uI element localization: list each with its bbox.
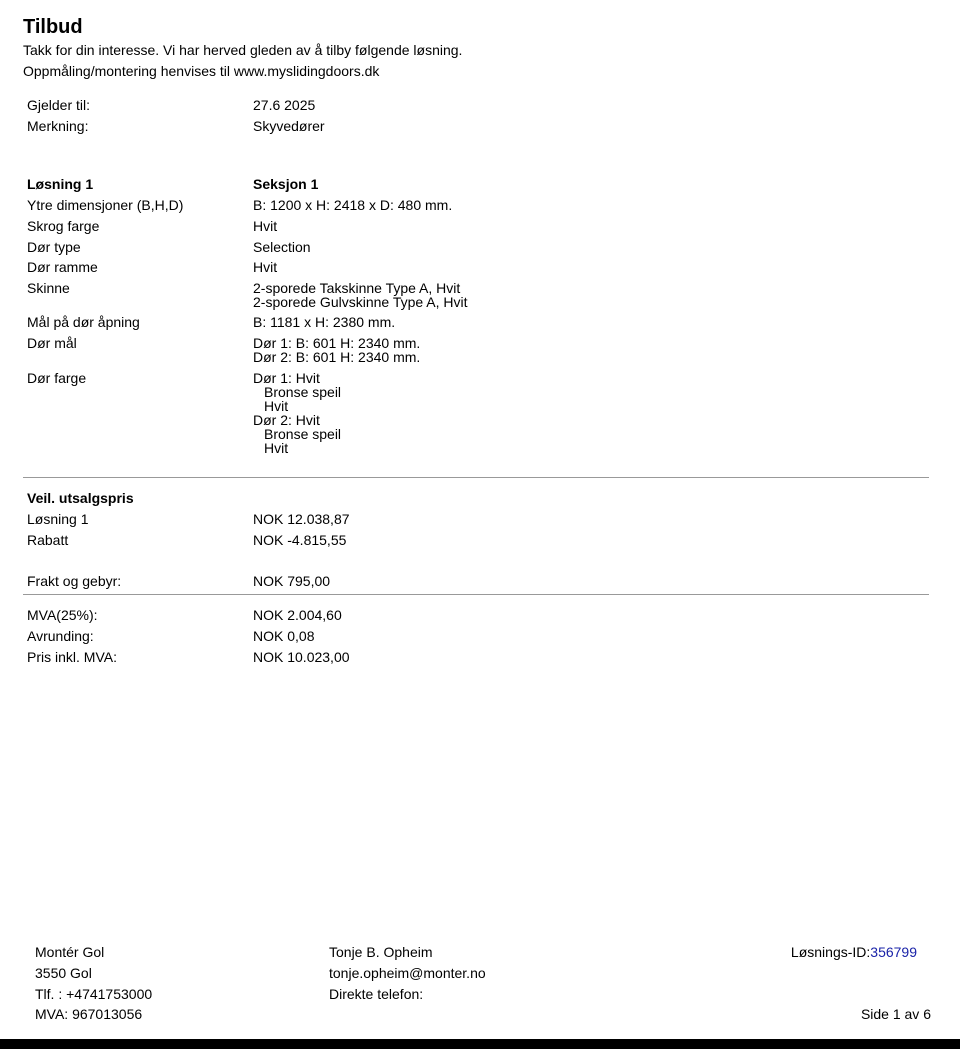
opening-size-label: Mål på dør åpning	[27, 314, 140, 330]
intro-text: Takk for din interesse. Vi har herved gleden av å tilby følgende løsning.	[23, 42, 463, 58]
solution-id	[791, 944, 917, 960]
footer-postal: 3550 Gol	[35, 965, 92, 981]
frame-color-value: Hvit	[253, 218, 278, 234]
door-2-color-2: Hvit	[264, 440, 289, 456]
door-1-mirror: Bronse speil	[264, 384, 342, 400]
door-1-color-2: Hvit	[264, 398, 289, 414]
door-color-label: Dør farge	[27, 370, 87, 386]
footer-contact-name: Tonje B. Opheim	[329, 944, 433, 960]
door-color-value	[253, 371, 341, 455]
door-frame-value: Hvit	[253, 259, 278, 275]
freight-label: Frakt og gebyr:	[27, 573, 122, 589]
intro-website-text: Oppmåling/montering henvises til www.myslidingdoors.dk	[23, 63, 380, 79]
pricing-heading: Veil. utsalgspris	[27, 490, 134, 506]
rounding-label: Avrunding:	[27, 628, 94, 644]
footer-phone: Tlf. : +4741753000	[35, 986, 153, 1002]
section-heading: Seksjon 1	[253, 176, 319, 192]
door-size-value	[253, 336, 420, 364]
rounding-value: NOK 0,08	[253, 628, 315, 644]
valid-until-value: 27.6 2025	[253, 97, 316, 113]
marking-label: Merkning:	[27, 118, 89, 134]
rail-value	[253, 281, 468, 309]
door-type-value: Selection	[253, 239, 311, 255]
page-number: Side 1 av 6	[860, 1006, 931, 1022]
rail-floor-value: 2-sporede Gulvskinne Type A, Hvit	[253, 294, 468, 310]
vat-label: MVA(25%):	[27, 607, 98, 623]
door-1-color: Dør 1: Hvit	[253, 370, 320, 386]
door-type-label: Dør type	[27, 239, 81, 255]
discount-label: Rabatt	[27, 532, 69, 548]
opening-size-value: B: 1181 x H: 2380 mm.	[253, 314, 396, 330]
page-title: Tilbud	[23, 16, 83, 38]
solution-price-label: Løsning 1	[27, 511, 89, 527]
outer-dimensions-label: Ytre dimensjoner (B,H,D)	[27, 197, 184, 213]
valid-until-label: Gjelder til:	[27, 97, 91, 113]
door-frame-label: Dør ramme	[27, 259, 98, 275]
solution-id-link[interactable]: 356799	[870, 944, 917, 960]
footer-company: Montér Gol	[35, 944, 105, 960]
door-1-size: Dør 1: B: 601 H: 2340 mm.	[253, 335, 421, 351]
bottom-bar	[0, 1039, 960, 1049]
door-2-color: Dør 2: Hvit	[253, 412, 320, 428]
total-price-value: NOK 10.023,00	[253, 649, 350, 665]
outer-dimensions-value: B: 1200 x H: 2418 x D: 480 mm.	[253, 197, 453, 213]
section-divider	[23, 477, 929, 478]
footer-contact-email: tonje.opheim@monter.no	[329, 965, 486, 981]
discount-value: NOK -4.815,55	[253, 532, 347, 548]
door-size-label: Dør mål	[27, 335, 77, 351]
door-2-mirror: Bronse speil	[264, 426, 342, 442]
solution-price-value: NOK 12.038,87	[253, 511, 350, 527]
rail-label: Skinne	[27, 280, 70, 296]
vat-value: NOK 2.004,60	[253, 607, 342, 623]
footer-direct-phone-label: Direkte telefon:	[329, 986, 424, 1002]
solution-heading: Løsning 1	[27, 176, 94, 192]
frame-color-label: Skrog farge	[27, 218, 100, 234]
pricing-divider	[23, 594, 929, 595]
solution-id-label: Løsnings-ID:	[790, 944, 871, 960]
freight-value: NOK 795,00	[253, 573, 331, 589]
door-2-size: Dør 2: B: 601 H: 2340 mm.	[253, 349, 421, 365]
total-price-label: Pris inkl. MVA:	[27, 649, 117, 665]
marking-value: Skyvedører	[253, 118, 325, 134]
rail-ceiling-value: 2-sporede Takskinne Type A, Hvit	[253, 280, 461, 296]
footer-org-vat: MVA: 967013056	[35, 1006, 143, 1022]
